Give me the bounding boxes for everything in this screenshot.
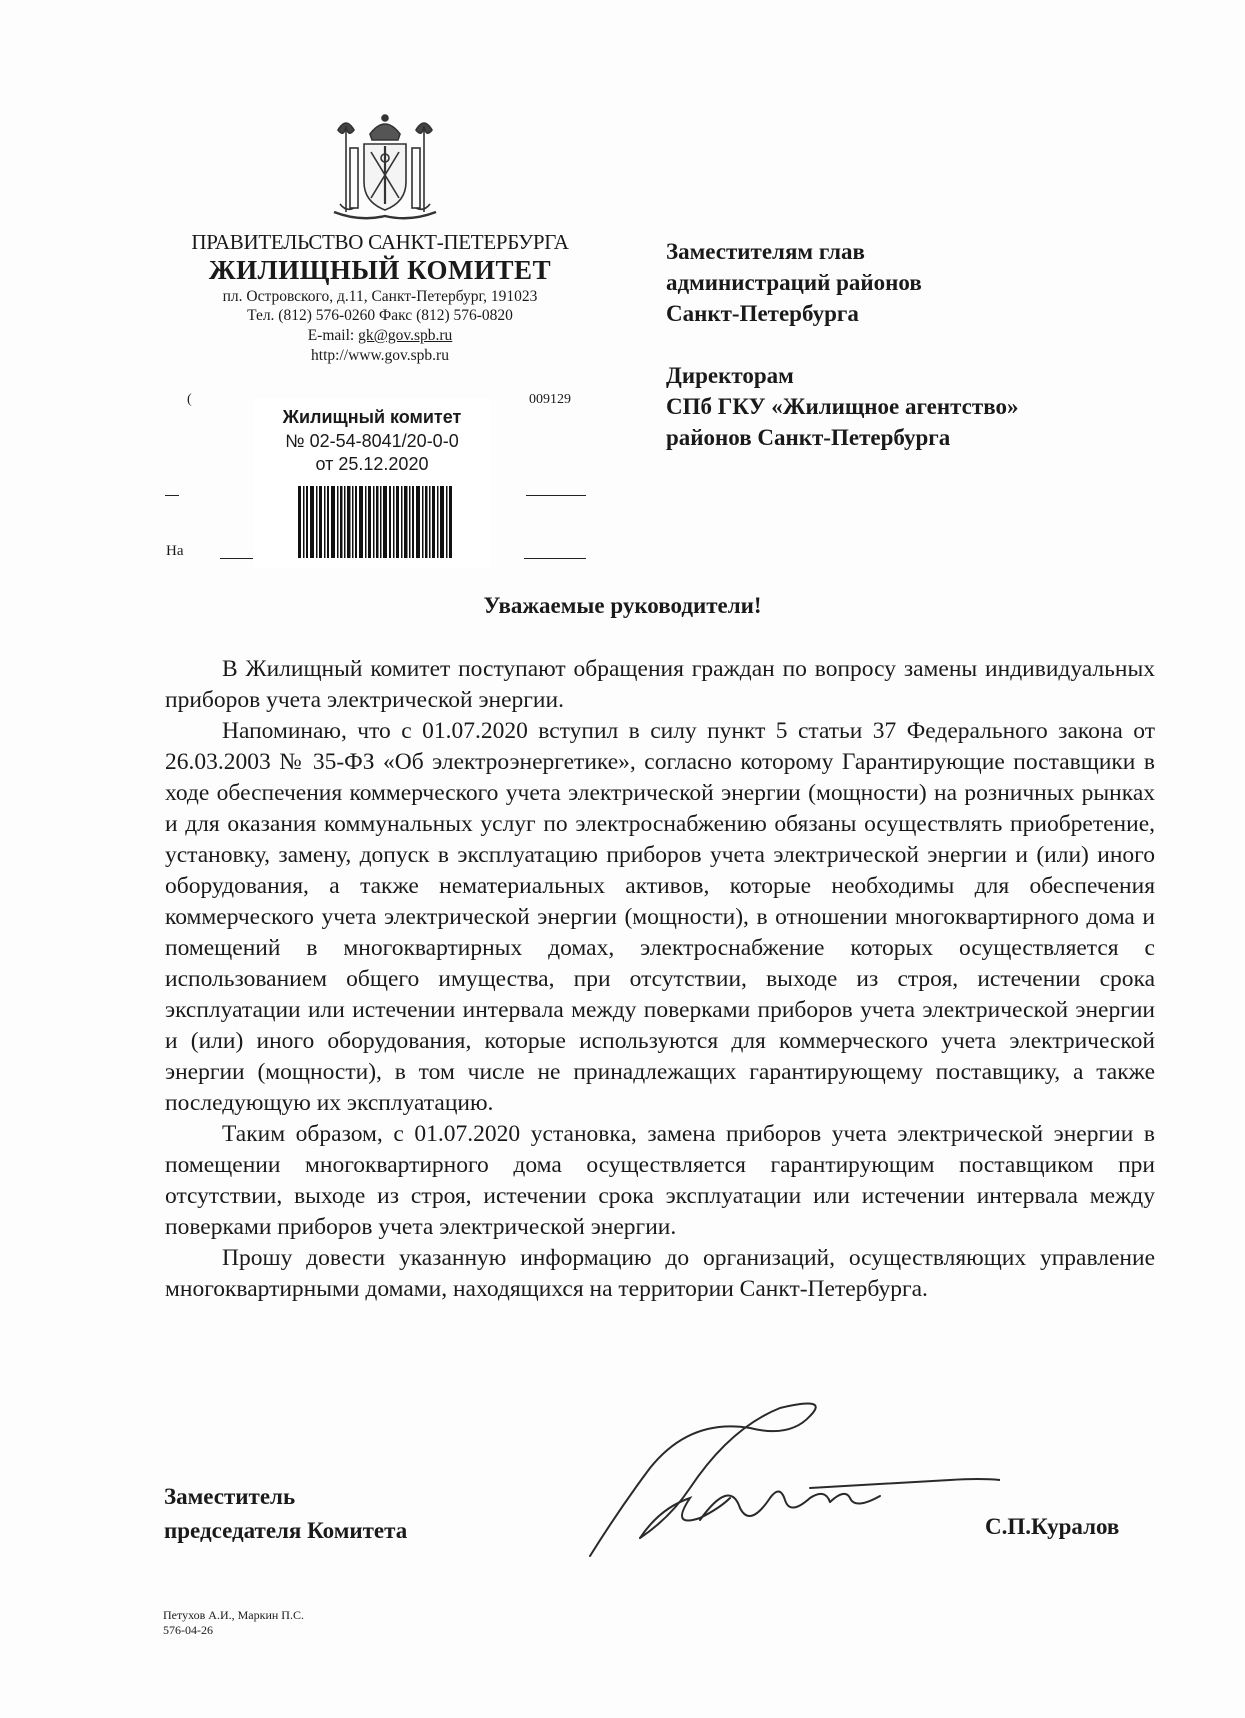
coat-of-arms-emblem [326,112,444,224]
signatory-name: С.П.Куралов [985,1514,1120,1539]
addressee-block-2 [666,360,1018,453]
reference-rule-right [524,558,586,559]
barcode-icon [298,486,453,558]
registration-stamp [253,398,491,568]
addressee-line: администраций районов [666,270,922,295]
reference-label: На [166,543,184,559]
body-paragraph-1: В Жилищный комитет поступают обращения граждан по вопросу замены индивидуальных приборов учета электрической энергии. [165,656,1155,713]
signatory-title-line-1: Заместитель [164,1484,296,1509]
body-paragraph-2: Напоминаю, что с 01.07.2020 вступил в силу пункт 5 статьи 37 Федерального закона от 26.03.2003 № 35-ФЗ «Об электроэнергетике», согласно которому Гарантирующие поставщики в ходе обеспечения коммерческого учета электрической энергии (мощности) на розничных рынках и для оказания коммунальных услуг по электроснабжению обязаны осуществлять приобретение, установку, замену, допуск в эксплуатацию приборов учета электрической энергии и (или) иного оборудования, а также нематериальных активов, которые необходимы для обеспечения коммерческого учета электрической энергии (мощности), в отношении многоквартирного дома и помещений в многоквартирных домах, электроснабжение которых осуществляется с использованием общего имущества, при отсутствии, выходе из строя, истечении срока эксплуатации или истечении интервала между поверками приборов учета электрической энергии и (или) иного оборудования, которые используются для коммерческого учета электрической энергии (мощности), в том числе не принадлежащих гарантирующему поставщику, а также последующую их эксплуатацию. [165,718,1155,1116]
date-rule-right [526,495,586,496]
website-link[interactable]: http://www.gov.spb.ru [311,347,449,364]
government-name: ПРАВИТЕЛЬСТВО САНКТ-ПЕТЕРБУРГА [191,230,569,254]
registration-number-suffix: 009129 [529,392,571,407]
email-link[interactable]: gk@gov.spb.ru [358,327,453,344]
email-label: E-mail: [307,327,359,344]
committee-phones: Тел. (812) 576-0260 Факс (812) 576-0820 [247,307,513,324]
body-paragraph-3: Таким образом, с 01.07.2020 установка, замена приборов учета электрической энергии в помещении многоквартирного дома осуществляется гарантирующим поставщиком при отсутствии, выходе из строя, истечении срока эксплуатации или истечении интервала между поверками приборов учета электрической энергии. [165,1121,1155,1240]
committee-address: пл. Островского, д.11, Санкт-Петербург, 191023 [222,288,538,305]
addressee-block-1 [666,236,922,329]
addressee-line: Директорам [666,363,794,388]
signatory-title-line-2: председателя Комитета [164,1518,408,1543]
addressee-line: СПб ГКУ «Жилищное агентство» [666,394,1019,419]
stamp-title: Жилищный комитет [282,407,462,427]
stamp-number: № 02-54-8041/20-0-0 [285,431,459,451]
executor-phone: 576-04-26 [163,1623,213,1637]
stamp-date: от 25.12.2020 [315,454,429,474]
registration-paren: ( [187,392,192,407]
date-rule-left [165,495,179,496]
salutation: Уважаемые руководители! [483,593,762,618]
letter-body [165,654,1155,1305]
executor-names: Петухов А.И., Маркин П.С. [163,1608,304,1622]
committee-email-line [160,326,600,345]
executor-info [163,1608,304,1638]
addressee-line: районов Санкт-Петербурга [666,425,951,450]
committee-name: ЖИЛИЩНЫЙ КОМИТЕТ [208,255,552,285]
addressee-line: Санкт-Петербурга [666,301,859,326]
signatory-title [164,1480,407,1548]
body-paragraph-4: Прошу довести указанную информацию до организаций, осуществляющих управление многоквартирными домами, находящихся на территории Санкт-Петербурга. [165,1245,1155,1302]
handwritten-signature [580,1388,1000,1568]
addressee-line: Заместителям глав [666,239,865,264]
